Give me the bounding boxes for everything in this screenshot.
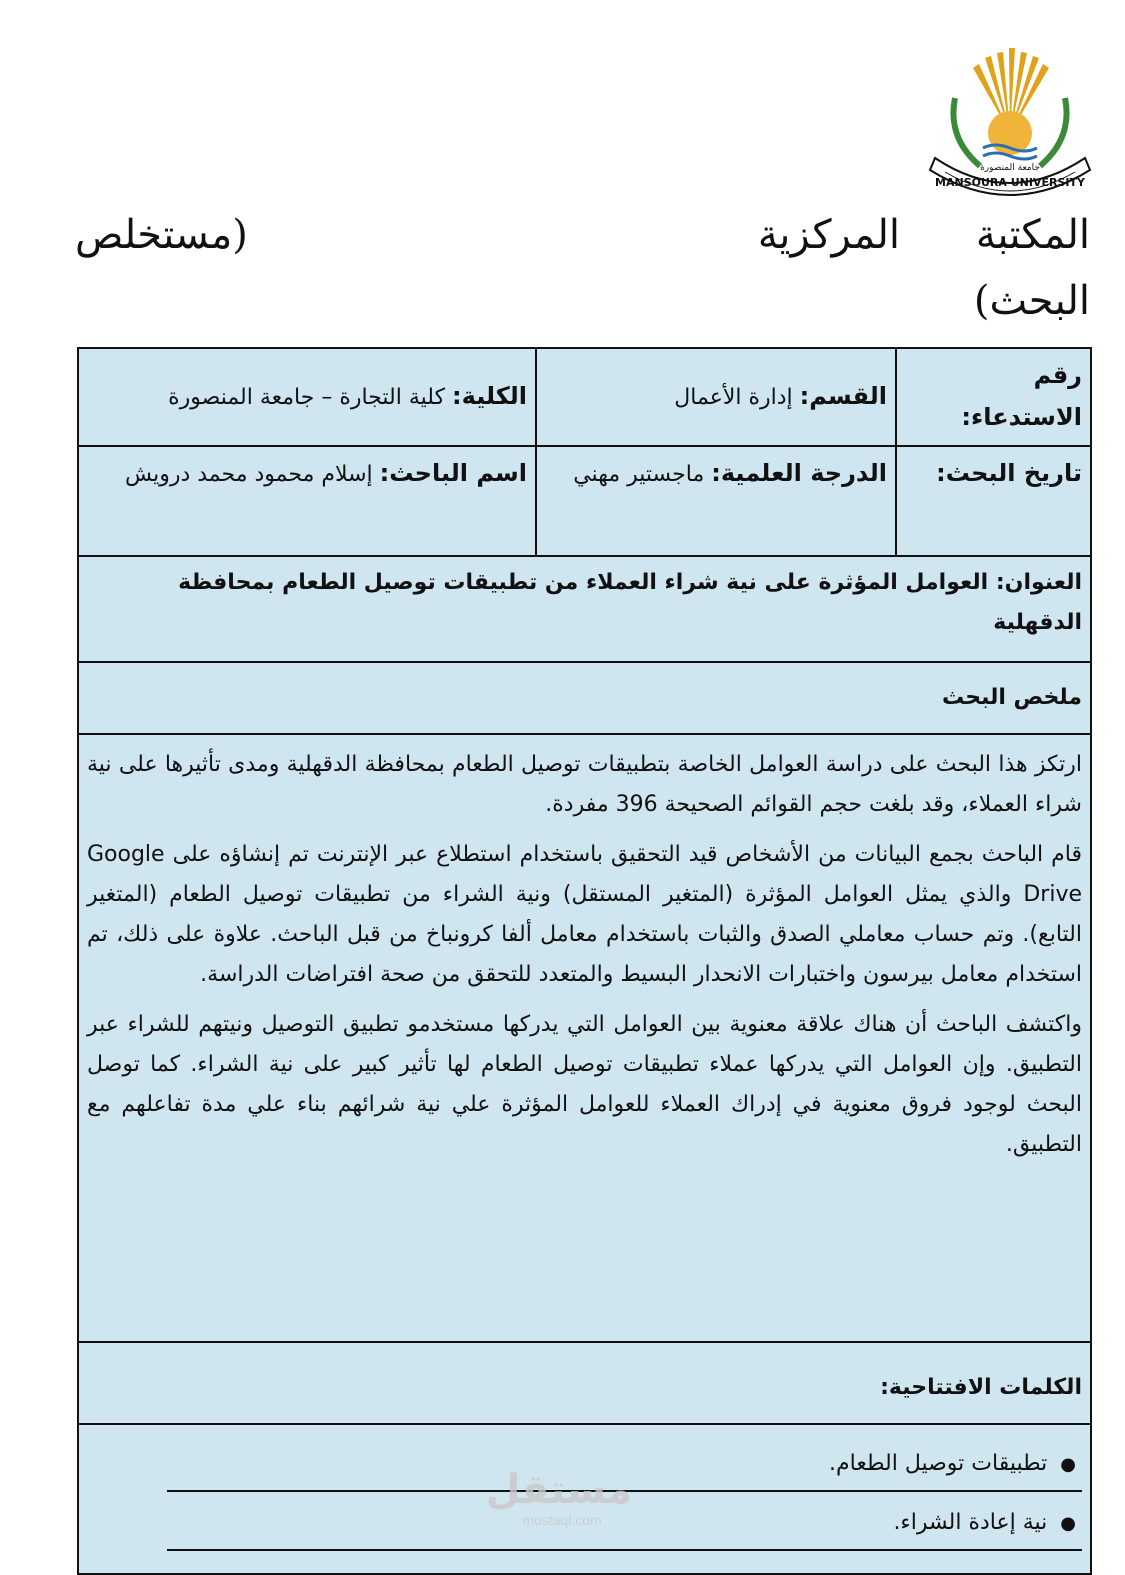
table-row: [78, 348, 1091, 446]
watermark-latin: mostaql.com: [522, 1512, 602, 1528]
abstract-paragraph: ارتكز هذا البحث على دراسة العوامل الخاصة بتطبيقات توصيل الطعام بمحافظة الدقهلية ومدى تأثيرها على نية شراء العملاء، وقد بلغت حجم القوائم الصحيحة 396 مفردة.: [87, 752, 1082, 817]
abstract-paragraph: قام الباحث بجمع البيانات من الأشخاص قيد التحقيق باستخدام استطلاع عبر الإنترنت تم إنشاؤه على Google Drive والذي يمثل العوامل المؤثرة (المتغير المستقل) ونية الشراء من تطبيقات توصيل الطعام (المتغير التابع). وتم حساب معاملي الصدق والثبات باستخدام معامل ألفا كرونباخ من قبل الباحث. علاوة على ذلك، تم استخدام معامل بيرسون واختبارات الانحدار البسيط والمتعدد للتحقق من صحة افتراضات الدراسة.: [87, 842, 1082, 987]
abstract-paragraph: واكتشف الباحث أن هناك علاقة معنوية بين العوامل التي يدركها مستخدمو تطبيق التوصيل ونيتهم للشراء عبر التطبيق. وإن العوامل التي يدركها عملاء تطبيقات توصيل الطعام لها تأثير كبير على نية الشراء. كما توصل البحث لوجود فروق معنوية في إدراك العملاء للعوامل المؤثرة علي نية شرائهم بناء علي مدة تفاعلهم مع التطبيق.: [87, 1012, 1082, 1157]
header-word-abstract: (مستخلص: [75, 212, 248, 258]
research-title: العنوان: العوامل المؤثرة على نية شراء العملاء من تطبيقات توصيل الطعام بمحافظة الدقهلية: [78, 556, 1091, 662]
degree-label: الدرجة العلمية:: [711, 459, 887, 487]
department-value: إدارة الأعمال: [674, 385, 793, 410]
logo-text-en: MANSOURA UNIVERSITY: [935, 176, 1085, 189]
date-cell: [896, 446, 1091, 556]
researcher-value: إسلام محمود محمد درويش: [125, 462, 373, 487]
keywords-heading: الكلمات الافتتاحية:: [78, 1342, 1091, 1424]
header-word-research: البحث): [973, 278, 1090, 324]
table-row: [78, 662, 1091, 734]
degree-cell: [536, 446, 896, 556]
faculty-value: كلية التجارة – جامعة المنصورة: [168, 385, 446, 410]
degree-value: ماجستير مهني: [573, 462, 705, 487]
call-number-cell: [896, 348, 1091, 446]
keyword-text: تطبيقات توصيل الطعام.: [829, 1451, 1048, 1476]
mostaql-watermark: [485, 1467, 632, 1528]
watermark-arabic: مستقل: [485, 1467, 632, 1513]
table-row: [78, 1342, 1091, 1424]
research-info-table: [77, 347, 1092, 1575]
date-label: تاريخ البحث:: [936, 459, 1082, 487]
university-logo-icon: [925, 38, 1095, 203]
researcher-cell: [78, 446, 536, 556]
header-word-central: المركزية: [757, 212, 900, 258]
header-word-library: المكتبة: [975, 212, 1090, 258]
department-label: القسم:: [799, 382, 887, 410]
abstract-body: [78, 734, 1091, 1342]
faculty-cell: [78, 348, 536, 446]
abstract-heading: ملخص البحث: [78, 662, 1091, 734]
bullet-icon: ●: [1060, 1513, 1076, 1534]
faculty-label: الكلية:: [452, 382, 527, 410]
logo-text-ar: جامعة المنصورة: [980, 163, 1040, 173]
document-header: [75, 212, 1090, 272]
table-row: [78, 556, 1091, 662]
department-cell: [536, 348, 896, 446]
bullet-icon: ●: [1060, 1454, 1076, 1475]
researcher-label: اسم الباحث:: [379, 459, 527, 487]
keyword-text: نية إعادة الشراء.: [893, 1510, 1048, 1535]
table-row: [78, 734, 1091, 1342]
call-number-label: رقم الاستدعاء:: [961, 361, 1082, 431]
table-row: [78, 446, 1091, 556]
